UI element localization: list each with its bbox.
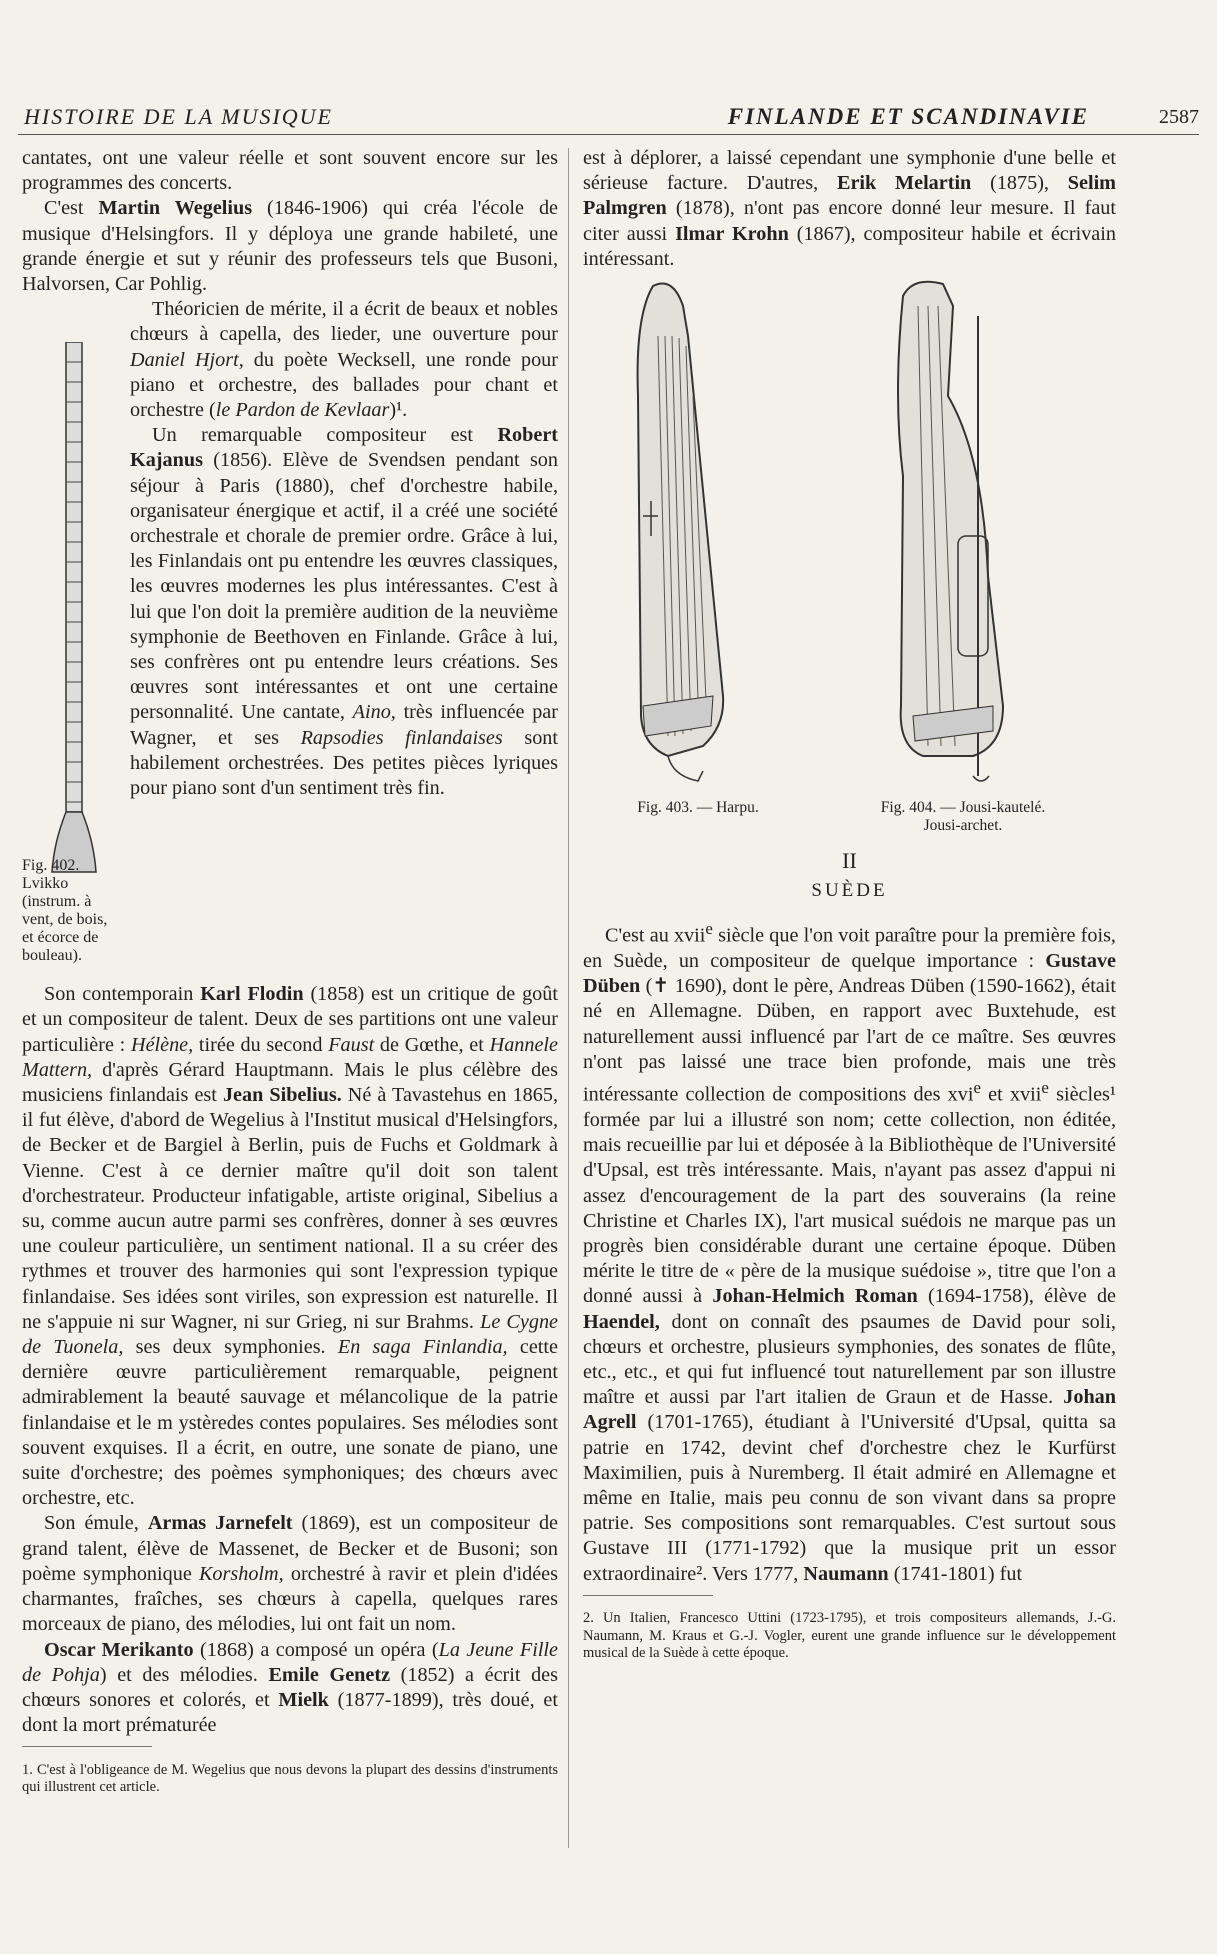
figure-402-caption: Fig. 402. Lvikko (instrum. à vent, de bois, et écorce de bouleau). — [22, 857, 108, 965]
lvikko-instrument-illustration — [44, 342, 104, 882]
paragraph: cantates, ont une valeur réelle et sont souvent encore sur les programmes des concerts. — [22, 147, 558, 195]
header-left-title: HISTOIRE DE LA MUSIQUE — [24, 104, 333, 129]
header-right-title: FINLANDE ET SCANDINAVIE — [727, 104, 1089, 129]
footnote: 2. Un Italien, Francesco Uttini (1723-1795), et trois compositeurs allemands, J.-G. Naumann, M. Kraus et G.-J. Vogler, eurent une grande influence sur le développement musical de la Suède à cette époque. — [583, 1610, 1116, 1662]
column-divider — [568, 148, 569, 1848]
paragraph: Oscar Merikanto (1868) a composé un opéra (La Jeune Fille de Pohja) et des mélodies. Emile Genetz (1852) a écrit des chœurs sonores et colorés, et Mielk (1877-1899), très doué, et dont la mort prématurée — [22, 1638, 558, 1737]
paragraph: Son émule, Armas Jarnefelt (1869), est un compositeur de grand talent, élève de Massenet, de Becker et de Busoni; son poème symphonique Korsholm, orchestré à ravir et plein d'idées charmantes, fraîches, ses chœurs à capella, quelques rares morceaux de piano, des mélodies, lui ont fait un nom. — [22, 1512, 558, 1636]
paragraph: est à déplorer, a laissé cependant une symphonie d'une belle et sérieuse facture. D'autres, Erik Melartin (1875), Selim Palmgren (1878), n'ont pas encore donné leur mesure. Il faut citer aussi Ilmar Krohn (1867), compositeur habile et écrivain intéressant. — [583, 147, 1117, 270]
paragraph: Un remarquable compositeur est Robert Kajanus (1856). Elève de Svendsen pendant son séjour à Paris (1880), chef d'orchestre habile, organisateur énergique et actif, il a créé une société orchestrale et chorale de premier ordre. Grâce à lui, les Finlandais ont pu entendre les œuvres classiques, les œuvres modernes les plus intéressantes. C'est à lui que l'on doit la première audition de la neuvième symphonie de Beethoven en Finlande. Grâce à lui, ses confrères ont pu entendre leurs créations. Ses œuvres sont intéressantes et ont une certaine personnalité. Une cantate, Aino, très influencée par Wagner, et ses Rapsodies finlandaises sont habilement orchestrées. Des petites pièces lyriques pour piano sont d'un sentiment très fin. — [130, 424, 558, 800]
paragraph: C'est au xvii$^e$ siècle que l'on voit paraître pour la première fois, en Suède, un compositeur de quelque importance : Gustave Düben (✝ 1690), dont le père, Andreas Düben (1590-1662), était né en Allemagne. Düben, en rapport avec Buxtehude, est naturellement aussi influencé par l'art de ce maître. Ses œuvres n'ont pas laissé une trace bien profonde, mais une très intéressante collection de compositions des xvi$^e$ et xvii$^e$ siècles¹ formée par lui a illustré son nom; cette collection, non éditée, mais recueillie par lui et déposée à la Bibliothèque de l'Université d'Upsal, est très intéressante. Mais, n'ayant pas assez d'appui ni assez d'encouragement de la part des souverains (la reine Christine et Charles IX), l'art musical suédois ne marque pas un progrès bien considérable durant une certaine époque. Düben mérite le titre de « père de la musique suédoise », titre que l'on a donné aussi à Johan-Helmich Roman (1694-1758), élève de Haendel, dont on connaît des psaumes de David pour soli, chœurs et orchestre, plusieurs symphonies, des sonates de flûte, etc., etc., et qui fut influencé tout naturellement par son illustre maître et aussi par l'art italien de Graun et de Hasse. Johan Agrell (1701-1765), étudiant à l'Université d'Upsal, quitta sa patrie en 1742, devint chef d'orchestre chez le Kurfürst Maximilien, puis à Nuremberg. Il était admiré en Allemagne et même en Italie, mais peu connu de son vivant dans sa propre patrie. Ses compositions sont remarquables. C'est surtout sous Gustave III (1771-1792) que la musique prit un essor extraordinaire². Vers 1777, Naumann (1741-1801) fut — [583, 919, 1117, 1585]
running-header — [18, 104, 1199, 135]
paragraph: Son contemporain Karl Flodin (1858) est un critique de goût et un compositeur de talent. Deux de ses partitions ont une valeur particulière : Hélène, tirée du second Faust de Gœthe, et Hannele Mattern, d'après Gérard Hauptmann. Mais le plus célèbre des musiciens finlandais est Jean Sibelius. Né à Tavastehus en 1865, il fut élève, d'abord de Wegelius à l'Institut musical d'Helsingfors, de Becker et de Bargiel à Berlin, puis de Fuchs et Goldmark à Vienne. C'est à ce dernier maître qu'il doit son talent d'orchestrateur. Producteur infatigable, artiste original, Sibelius a su, comme aucun autre parmi ses confrères, donner à ses œuvres une couleur particulière, un sentiment national. Il a su créer des rythmes et trouver des harmonies qui sont l'expression typique finlandaise. Ses idées sont viriles, son expression est naturelle. Il ne s'appuie ni sur Wagner, ni sur Grieg, ni sur Brahms. Le Cygne de Tuonela, ses deux symphonies. En saga Finlandia, cette dernière œuvre particulièrement remarquable, peignent admirablement la beauté sauvage et mélancolique de la patrie finlandaise et le m ystèredes contes populaires. Ses mélodies sont souvent exquises. Il a écrit, en outre, une sonate de piano, une suite d'orchestre; des poèmes symphoniques; des chœurs avec orchestre, etc. — [22, 983, 558, 1510]
figures-403-404 — [583, 276, 1116, 846]
footnote-rule — [22, 1746, 152, 1747]
left-column — [22, 146, 558, 1811]
right-column — [583, 146, 1116, 1677]
figure-wrap-block — [22, 297, 558, 982]
paragraph: C'est Martin Wegelius (1846-1906) qui créa l'école de musique d'Helsingfors. Il y déploya une grande habileté, une grande énergie et sut y réunir des professeurs tels que Busoni, Halvorsen, Car Pohlig. — [22, 197, 558, 296]
jousi-kautele-instrument-illustration — [863, 276, 1043, 796]
footnote-rule — [583, 1595, 713, 1596]
harpu-instrument-illustration — [613, 276, 773, 796]
footnote: 1. C'est à l'obligeance de M. Wegelius que nous devons la plupart des dessins d'instruments qui illustrent cet article. — [22, 1761, 558, 1796]
paragraph: Théoricien de mérite, il a écrit de beaux et nobles chœurs à capella, des lieder, une ouverture pour Daniel Hjort, du poète Wecksell, une ronde pour piano et orchestre, des ballades pour chant et orchestre (le Pardon de Kevlaar)¹. — [130, 298, 558, 422]
figure-402 — [22, 297, 122, 982]
section-number: II — [842, 848, 857, 874]
page-number: 2587 — [1159, 106, 1199, 128]
wrapped-text — [130, 297, 558, 801]
section-title: SUÈDE — [811, 880, 888, 902]
figure-403-caption: Fig. 403. — Harpu. — [637, 799, 759, 817]
figure-404-caption: Fig. 404. — Jousi-kautelé. Jousi-archet. — [880, 799, 1046, 835]
